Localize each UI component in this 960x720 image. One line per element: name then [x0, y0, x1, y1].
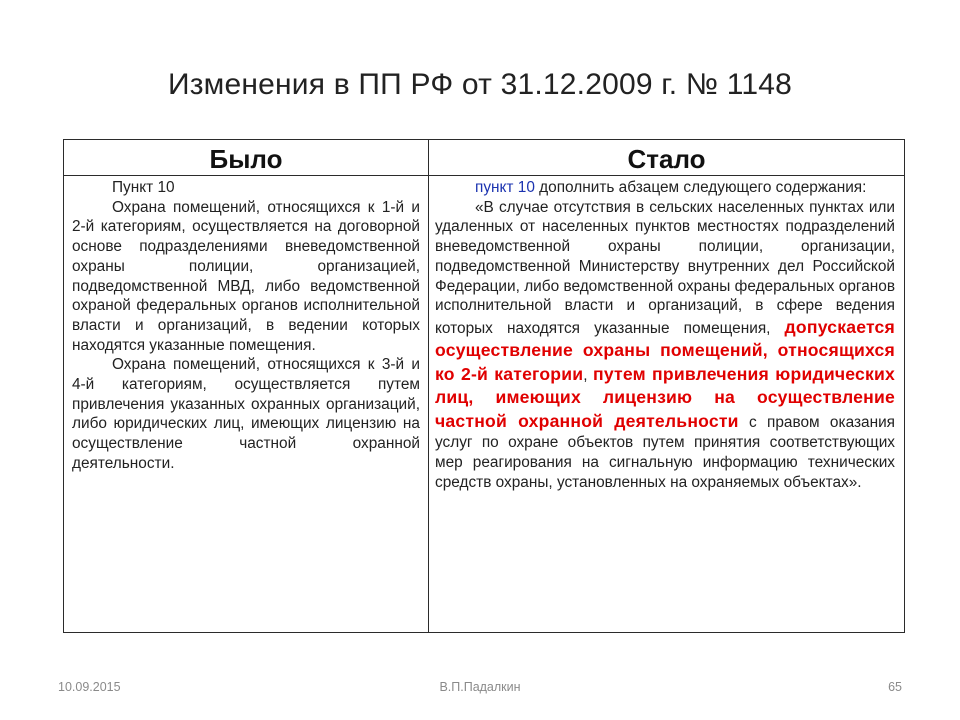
after-intro	[435, 178, 895, 198]
after-column	[435, 178, 895, 493]
column-divider	[428, 140, 429, 632]
after-sep: ,	[583, 366, 593, 384]
header-before: Было	[209, 144, 283, 174]
after-para-text: «В случае отсутствия в сельских населенных пунктах или удаленных от населенных пунктов местностях подразделений вневедомственной охраны полиции, организации, подведомственной Министерству внутренних дел Российской Федерации, либо ведомственной охраны федеральных органов исполнительной власти и организаций, в сфере ведения которых находятся указанные помещения,	[435, 198, 895, 337]
footer-date: 10.09.2015	[58, 680, 121, 694]
highlight-method: путем привлечения юридических лиц, имеющих лицензию на осуществление частной охранной деятельности	[435, 363, 895, 431]
after-intro-text: дополнить абзацем следующего содержания:	[534, 179, 867, 196]
footer-author: В.П.Падалкин	[439, 680, 521, 694]
footer-page-number: 65	[888, 680, 902, 694]
before-punkt: Пункт 10	[112, 179, 175, 196]
after-para	[435, 198, 895, 493]
punkt-link[interactable]: пункт 10	[475, 179, 535, 196]
highlight-allowed: допускается осуществление охраны помещений, относящихся ко 2-й категории	[435, 316, 895, 384]
before-para-2: Охрана помещений, относящихся к 3-й и 4-й категориям, осуществляется путем привлечения указанных охранных организаций, либо юридических лиц, имеющих лицензию на осуществление частной охранной деятельности.	[72, 356, 420, 472]
header-after: Стало	[627, 144, 706, 174]
header-divider	[64, 175, 904, 176]
before-column	[72, 178, 420, 474]
slide-title: Изменения в ПП РФ от 31.12.2009 г. № 1148	[167, 68, 793, 101]
before-para-1: Охрана помещений, относящихся к 1-й и 2-й категориям, осуществляется на договорной основе подразделениями вневедомственной охраны полиции, организацией, подведомственной МВД, либо ведомственной охраной федеральных органов исполнительной власти и организаций, в ведении которых находятся указанные помещения.	[72, 198, 420, 354]
comparison-table	[63, 139, 905, 633]
after-tail: с правом оказания услуг по охране объектов путем принятия соответствующих мер реагирования на сигнальную информацию технических средств охраны, установленных на охраняемых объектах».	[435, 413, 895, 491]
